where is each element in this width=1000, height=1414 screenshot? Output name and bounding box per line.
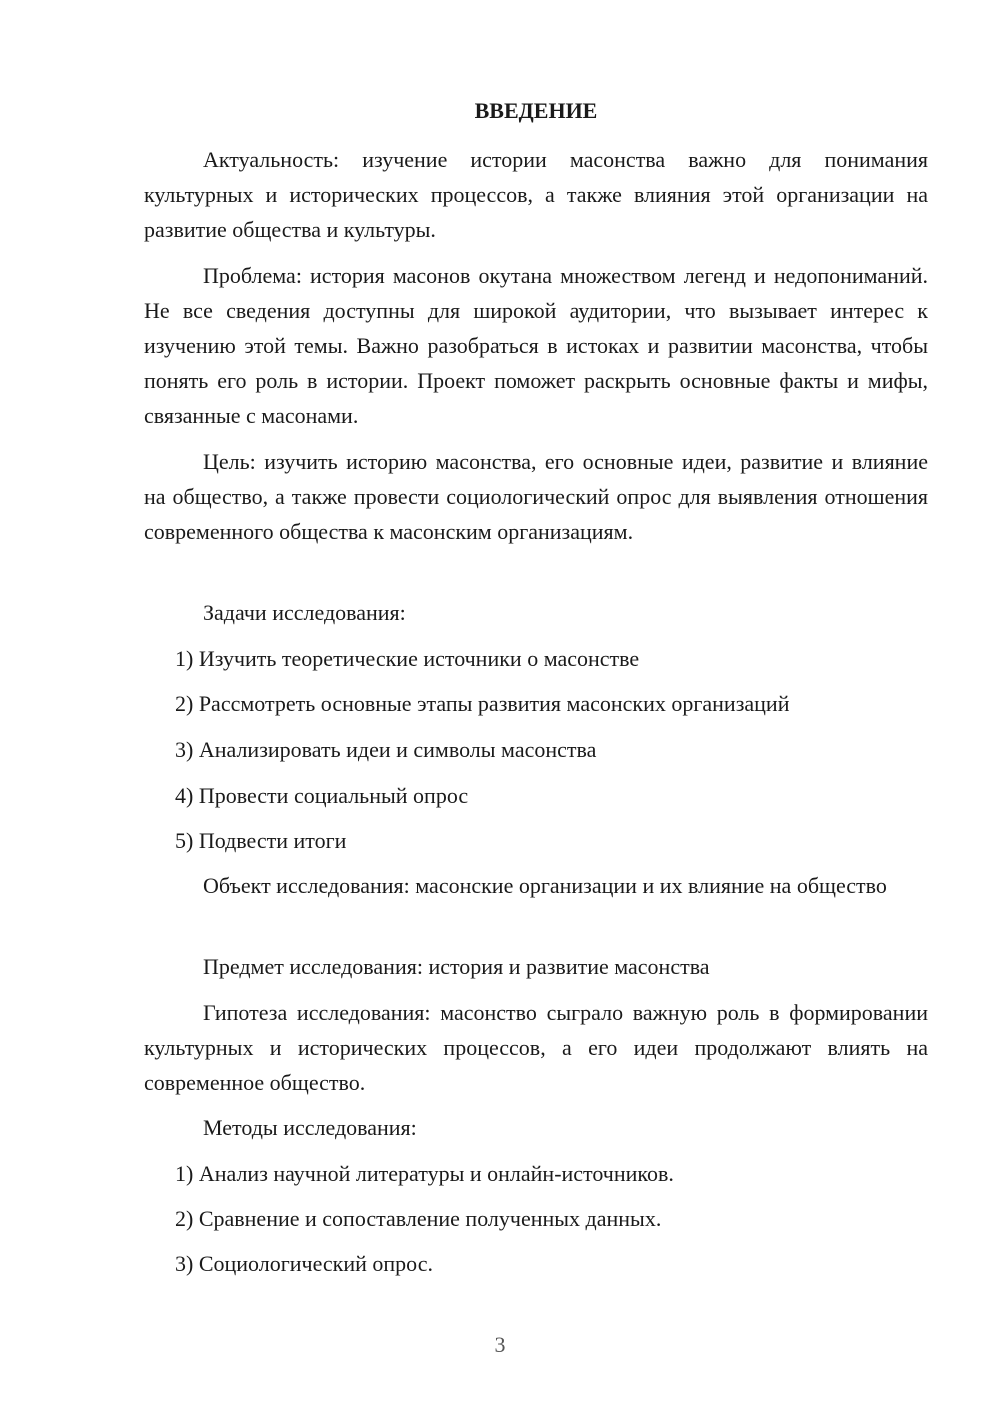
relevance-paragraph: Актуальность: изучение истории масонства важно для понимания культурных и исторических процессов, а также влияния этой организации на развитие общества и культуры. (144, 147, 928, 242)
task-item: 2) Рассмотреть основные этапы развития масонских организаций (175, 691, 790, 716)
method-item: 3) Социологический опрос. (175, 1251, 433, 1276)
goal-paragraph: Цель: изучить историю масонства, его основные идеи, развитие и влияние на общество, а также провести социологический опрос для выявления отношения современного общества к масонским организациям. (144, 449, 928, 544)
hypothesis-paragraph: Гипотеза исследования: масонство сыграло важную роль в формировании культурных и исторических процессов, а его идеи продолжают влиять на современное общество. (144, 1000, 928, 1095)
task-item: 5) Подвести итоги (175, 828, 347, 853)
tasks-heading: Задачи исследования: (203, 600, 406, 625)
problem-paragraph: Проблема: история масонов окутана множеством легенд и недопониманий. Не все сведения доступны для широкой аудитории, что вызывает интерес к изучению этой темы. Важно разобраться в истоках и развитии масонства, чтобы понять его роль в истории. Проект поможет раскрыть основные факты и мифы, связанные с масонами. (144, 263, 928, 428)
page-title: ВВЕДЕНИЕ (474, 98, 598, 123)
page-number: 3 (494, 1332, 506, 1357)
method-item: 2) Сравнение и сопоставление полученных данных. (175, 1206, 662, 1231)
methods-heading: Методы исследования: (203, 1115, 417, 1140)
task-item: 3) Анализировать идеи и символы масонства (175, 737, 597, 762)
task-item: 4) Провести социальный опрос (175, 783, 469, 808)
method-item: 1) Анализ научной литературы и онлайн-источников. (175, 1161, 674, 1186)
task-item: 1) Изучить теоретические источники о масонстве (175, 646, 640, 671)
subject-paragraph: Предмет исследования: история и развитие масонства (203, 954, 710, 979)
object-paragraph: Объект исследования: масонские организации и их влияние на общество (203, 873, 887, 898)
